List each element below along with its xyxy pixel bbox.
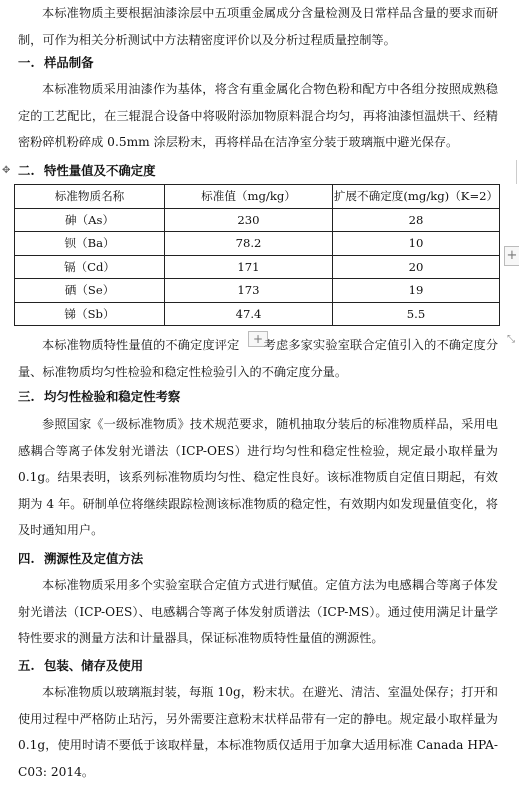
- table-cell: 28: [333, 208, 500, 232]
- table-cell: 镉（Cd）: [15, 255, 165, 279]
- table-cell: 230: [165, 208, 333, 232]
- table-row: [15, 279, 500, 303]
- section-heading-2: 二. 特性量值及不确定度: [18, 163, 156, 178]
- section-heading-4: 四. 溯源性及定值方法: [18, 551, 144, 566]
- table-cell: 78.2: [165, 232, 333, 256]
- column-header: 扩展不确定度(mg/kg)（K=2）: [333, 185, 500, 209]
- table-row: [15, 232, 500, 256]
- table-cell: 171: [165, 255, 333, 279]
- section-1-paragraph: 本标准物质采用油漆作为基体，将含有重金属化合物色粉和配方中各组分按照成熟稳定的工艺配比，在三辊混合设备中将吸附添加物原料混合均匀，再将油漆恒温烘干、经精密粉碎机粉碎成 0.5mm 涂层粉末，再将样品在洁净室分装于玻璃瓶中避光保存。: [18, 82, 498, 149]
- move-icon[interactable]: ✥: [2, 165, 11, 176]
- table-cell: 47.4: [165, 302, 333, 326]
- section-heading-5: 五. 包装、储存及使用: [18, 658, 144, 673]
- section-heading-1: 一. 样品制备: [18, 55, 94, 70]
- table-cell: 砷（As）: [15, 208, 165, 232]
- table-cell: 173: [165, 279, 333, 303]
- table-cell: 5.5: [333, 302, 500, 326]
- spec-table: [14, 184, 500, 326]
- table-edge-marker: [516, 160, 517, 184]
- table-cell: 钡（Ba）: [15, 232, 165, 256]
- table-cell: 10: [333, 232, 500, 256]
- table-row: [15, 208, 500, 232]
- section-heading-3: 三. 均匀性检验和稳定性考察: [18, 389, 181, 404]
- section-3-paragraph: 参照国家《一级标准物质》技术规范要求，随机抽取分装后的标准物质样品，采用电感耦合等离子体发射光谱法（ICP-OES）进行均匀性和稳定性检验，规定最小取样量为 0.1g。结果表明，该系列标准物质均匀性、稳定性良好。该标准物质自定值日期起，有效期为 4 年。研制单位将继续跟踪检测该标准物质的稳定性，有效期内如发现量值变化，将及时通知用户。: [18, 417, 498, 537]
- column-header: 标准值（mg/kg）: [165, 185, 333, 209]
- section-5-paragraph: 本标准物质以玻璃瓶封装，每瓶 10g，粉末状。在避光、清洁、室温处保存；打开和使用过程中严格防止玷污，另外需要注意粉末状样品带有一定的静电。规定最小取样量为 0.1g，使用时请不要低于该取样量，本标准物质仅适用于加拿大适用标准 Canada HPA-C03: 2014。: [18, 685, 498, 779]
- plus-icon[interactable]: +: [248, 331, 268, 347]
- table-row: [15, 255, 500, 279]
- column-header: 标准物质名称: [15, 185, 165, 209]
- table-header-row: [15, 185, 500, 209]
- table-cell: 20: [333, 255, 500, 279]
- plus-icon[interactable]: +: [504, 246, 519, 266]
- section-2-note: 本标准物质特性量值的不确定度评定 考虑多家实验室联合定值引入的不确定度分量、标准物质均匀性检验和稳定性检验引入的不确定度分量。: [18, 338, 499, 379]
- table-cell: 硒（Se）: [15, 279, 165, 303]
- intro-paragraph: 本标准物质主要根据油漆涂层中五项重金属成分含量检测及日常样品含量的要求而研制，可作为相关分析测试中方法精密度评价以及分析过程质量控制等。: [18, 6, 498, 47]
- section-4-paragraph: 本标准物质采用多个实验室联合定值方式进行赋值。定值方法为电感耦合等离子体发射光谱法（ICP-OES）、电感耦合等离子体发射质谱法（ICP-MS）。通过使用满足计量学特性要求的测量方法和计量器具，保证标准物质特性量值的溯源性。: [18, 578, 498, 645]
- table-row: [15, 302, 500, 326]
- table-cell: 19: [333, 279, 500, 303]
- table-cell: 锑（Sb）: [15, 302, 165, 326]
- resize-icon[interactable]: ⤡: [507, 334, 515, 345]
